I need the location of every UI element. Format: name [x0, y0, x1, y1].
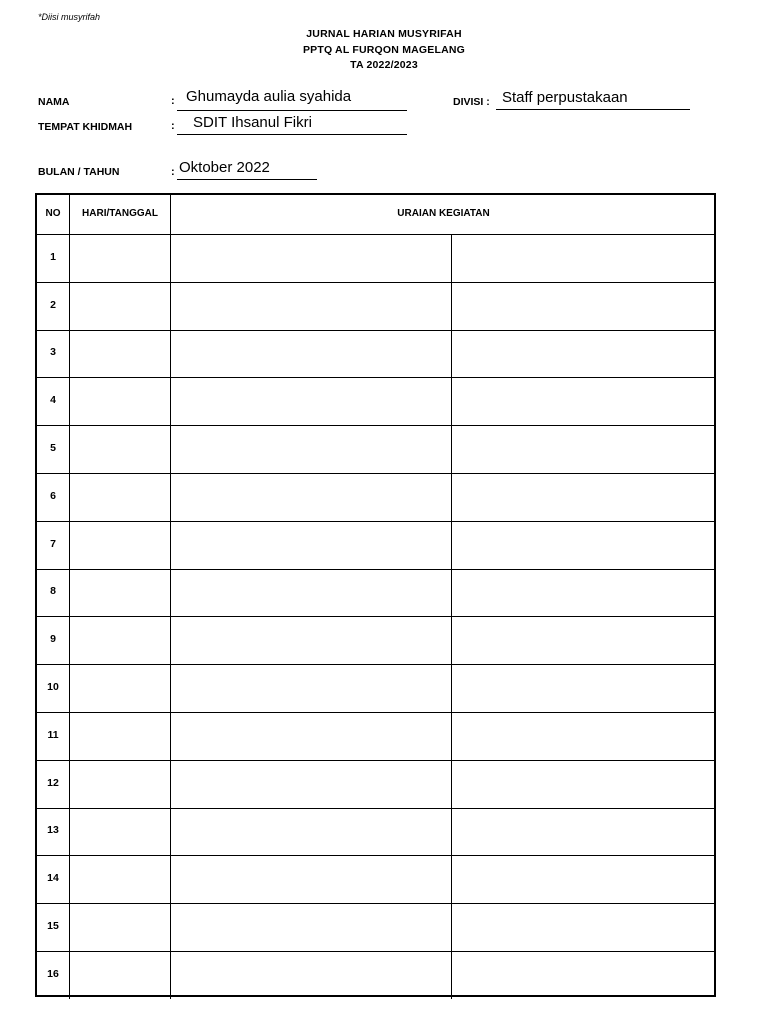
nama-colon: :	[171, 95, 175, 107]
row-number: 3	[50, 346, 56, 359]
cell-uraian-1[interactable]	[171, 569, 451, 617]
tempat-value: SDIT Ihsanul Fikri	[193, 114, 312, 131]
nama-value: Ghumayda aulia syahida	[186, 88, 352, 105]
row-number: 15	[47, 920, 59, 933]
cell-hari-tanggal[interactable]	[70, 425, 170, 473]
cell-hari-tanggal[interactable]	[70, 664, 170, 712]
cell-hari-tanggal[interactable]	[70, 951, 170, 999]
cell-uraian-2[interactable]	[452, 282, 716, 330]
table-row	[37, 855, 714, 903]
cell-uraian-2[interactable]	[452, 425, 716, 473]
cell-uraian-2[interactable]	[452, 903, 716, 951]
cell-uraian-2[interactable]	[452, 473, 716, 521]
bulan-colon: :	[171, 166, 175, 178]
row-number: 11	[47, 728, 59, 741]
cell-hari-tanggal[interactable]	[70, 712, 170, 760]
cell-uraian-1[interactable]	[171, 903, 451, 951]
column-header-hari-tanggal: HARI/TANGGAL	[82, 208, 158, 219]
cell-uraian-1[interactable]	[171, 330, 451, 378]
row-number: 6	[50, 489, 56, 502]
row-number: 5	[50, 442, 56, 455]
cell-uraian-1[interactable]	[171, 377, 451, 425]
cell-uraian-1[interactable]	[171, 808, 451, 856]
cell-uraian-1[interactable]	[171, 760, 451, 808]
cell-hari-tanggal[interactable]	[70, 903, 170, 951]
cell-hari-tanggal[interactable]	[70, 808, 170, 856]
table-row	[37, 712, 714, 760]
cell-uraian-1[interactable]	[171, 473, 451, 521]
table-row	[37, 951, 714, 999]
cell-uraian-2[interactable]	[452, 855, 716, 903]
cell-uraian-2[interactable]	[452, 760, 716, 808]
cell-hari-tanggal[interactable]	[70, 234, 170, 282]
journal-table	[35, 193, 716, 997]
cell-uraian-2[interactable]	[452, 521, 716, 569]
cell-uraian-1[interactable]	[171, 282, 451, 330]
cell-uraian-2[interactable]	[452, 664, 716, 712]
nama-label: NAMA	[38, 96, 70, 108]
row-number: 13	[47, 824, 59, 837]
row-number: 10	[47, 681, 59, 694]
bulan-value: Oktober 2022	[179, 159, 270, 176]
cell-uraian-2[interactable]	[452, 616, 716, 664]
row-number: 1	[50, 250, 56, 263]
table-row	[37, 616, 714, 664]
bulan-label: BULAN / TAHUN	[38, 166, 120, 178]
cell-uraian-2[interactable]	[452, 951, 716, 999]
cell-uraian-2[interactable]	[452, 712, 716, 760]
table-row	[37, 760, 714, 808]
table-row	[37, 330, 714, 378]
table-row	[37, 473, 714, 521]
cell-uraian-2[interactable]	[452, 808, 716, 856]
cell-uraian-1[interactable]	[171, 616, 451, 664]
row-number: 8	[50, 585, 56, 598]
fill-note: *Diisi musyrifah	[38, 12, 101, 22]
table-row	[37, 234, 714, 282]
row-number: 7	[50, 537, 56, 550]
cell-hari-tanggal[interactable]	[70, 473, 170, 521]
cell-hari-tanggal[interactable]	[70, 330, 170, 378]
document-header	[0, 27, 768, 74]
row-number: 4	[50, 394, 56, 407]
cell-uraian-2[interactable]	[452, 377, 716, 425]
cell-uraian-1[interactable]	[171, 664, 451, 712]
divisi-label: DIVISI :	[453, 96, 490, 108]
row-number: 14	[47, 872, 59, 885]
tempat-label: TEMPAT KHIDMAH	[38, 121, 133, 133]
column-header-uraian-kegiatan: URAIAN KEGIATAN	[397, 208, 490, 219]
table-row	[37, 377, 714, 425]
row-number: 9	[50, 633, 56, 646]
cell-hari-tanggal[interactable]	[70, 855, 170, 903]
cell-uraian-1[interactable]	[171, 951, 451, 999]
cell-uraian-1[interactable]	[171, 712, 451, 760]
cell-uraian-2[interactable]	[452, 330, 716, 378]
cell-uraian-1[interactable]	[171, 521, 451, 569]
header-institution: PPTQ AL FURQON MAGELANG	[302, 43, 466, 56]
cell-uraian-1[interactable]	[171, 855, 451, 903]
table-row	[37, 521, 714, 569]
cell-hari-tanggal[interactable]	[70, 377, 170, 425]
cell-hari-tanggal[interactable]	[70, 521, 170, 569]
header-title: JURNAL HARIAN MUSYRIFAH	[306, 28, 462, 40]
table-row	[37, 664, 714, 712]
column-header-no: NO	[45, 208, 61, 219]
table-row	[37, 569, 714, 617]
cell-hari-tanggal[interactable]	[70, 760, 170, 808]
tempat-colon: :	[171, 120, 175, 132]
table-row	[37, 425, 714, 473]
cell-hari-tanggal[interactable]	[70, 569, 170, 617]
table-row	[37, 903, 714, 951]
header-year: TA 2022/2023	[350, 59, 418, 71]
cell-hari-tanggal[interactable]	[70, 616, 170, 664]
row-number: 12	[47, 776, 59, 789]
table-row	[37, 282, 714, 330]
cell-uraian-2[interactable]	[452, 234, 716, 282]
cell-uraian-1[interactable]	[171, 425, 451, 473]
cell-uraian-2[interactable]	[452, 569, 716, 617]
cell-hari-tanggal[interactable]	[70, 282, 170, 330]
divisi-value: Staff perpustakaan	[502, 89, 628, 106]
row-number: 2	[50, 298, 56, 311]
row-number: 16	[47, 967, 59, 980]
cell-uraian-1[interactable]	[171, 234, 451, 282]
table-row	[37, 808, 714, 856]
